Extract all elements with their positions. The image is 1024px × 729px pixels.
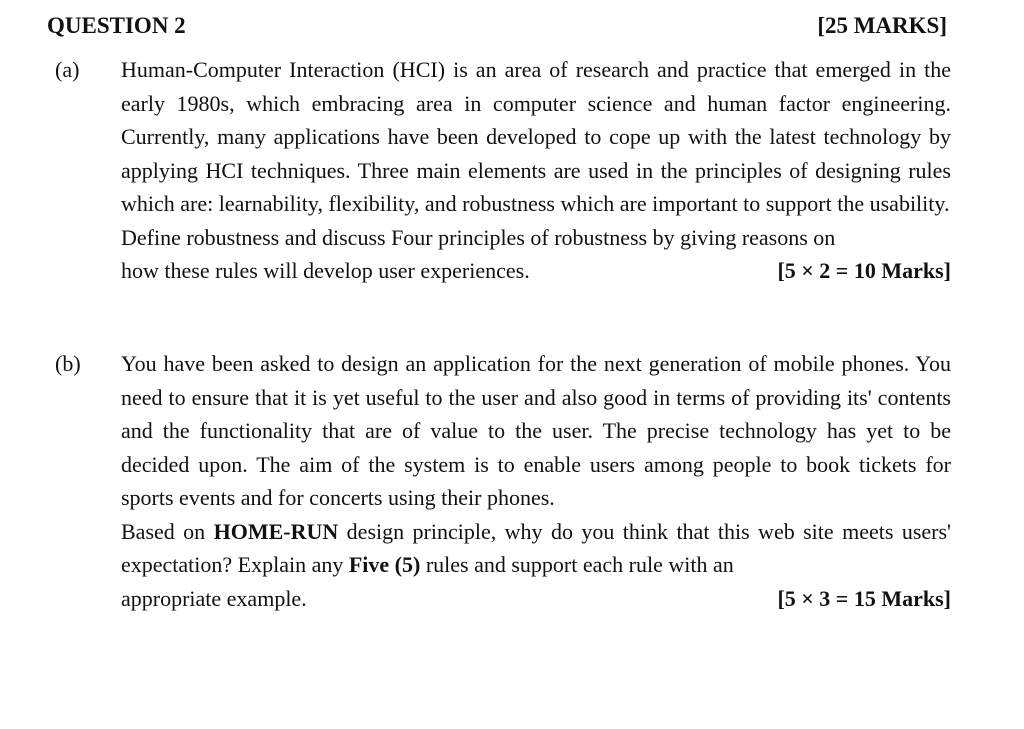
part-a-marks: [5 × 2 = 10 Marks]: [777, 258, 951, 283]
part-b-question: [121, 515, 951, 582]
part-a-intro: Human-Computer Interaction (HCI) is an area of research and practice that emerged in the early 1980s, which embracing area in computer science and human factor engineering. Currently, many applications have been developed to cope up with the latest technology by applying HCI techniques. Three main elements are used in the principles of designing rules which are: learnability, flexibility, and robustness which are important to support the usability.: [121, 57, 951, 216]
part-b-q-text-3: rules and support each rule with an: [420, 552, 734, 577]
part-b-intro: You have been asked to design an application for the next generation of mobile phones. You need to ensure that it is yet useful to the user and also good in terms of providing its' contents and the functionality that are of value to the user. The precise technology has yet to be decided upon. The aim of the system is to enable users among people to book tickets for sports events and for concerts using their phones.: [121, 351, 951, 510]
part-b-q-bold-2: Five (5): [348, 552, 421, 577]
part-a-label: (a): [55, 57, 80, 82]
part-b-q-text-2: design principle, why do you think that this web site meets users' expectation? Explain any: [121, 518, 952, 577]
part-a-question: Define robustness and discuss Four principles of robustness by giving reasons on: [121, 224, 836, 250]
part-b-marks: [5 × 3 = 15 Marks]: [777, 585, 951, 611]
part-b-label: (b): [55, 351, 81, 376]
part-a-last-line: [121, 254, 951, 288]
total-marks: [25 MARKS]: [817, 13, 947, 38]
question-header: [47, 10, 947, 42]
part-b-question-end: appropriate example.: [121, 585, 307, 611]
part-b-body: [121, 347, 951, 615]
part-b-q-bold-1: HOME-RUN: [213, 518, 339, 544]
part-a-question-end: how these rules will develop user experiences.: [121, 258, 530, 283]
part-b-last-line: [121, 582, 951, 616]
question-title: QUESTION 2: [47, 13, 186, 38]
part-a-body: [121, 53, 951, 288]
part-b-q-text-1: Based on: [121, 518, 214, 544]
